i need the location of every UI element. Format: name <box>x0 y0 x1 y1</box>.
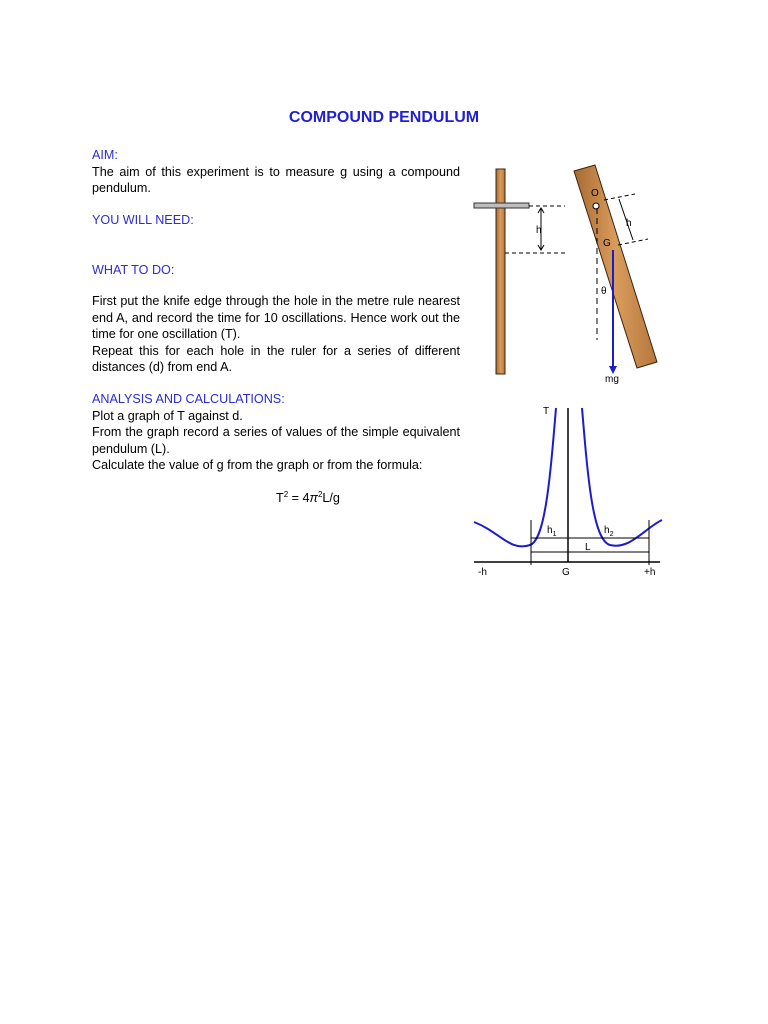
aim-text: The aim of this experiment is to measure g using a compound pendulum. <box>92 164 460 195</box>
period-graph <box>470 400 670 580</box>
analysis-line2: From the graph record a series of values of the simple equivalent pendulum (L). <box>92 425 460 456</box>
aim-heading: AIM: <box>92 148 118 162</box>
mg-label: mg <box>605 374 619 385</box>
pos-h-label: +h <box>644 567 656 578</box>
h2-subscript: 2 <box>609 531 614 538</box>
tilted-rule <box>574 165 657 368</box>
metre-rule <box>496 169 505 374</box>
formula-eq: = 4 <box>288 491 310 506</box>
h-label-1: h <box>536 225 542 236</box>
centre-label: G <box>603 238 611 249</box>
analysis-heading: ANALYSIS AND CALCULATIONS: <box>92 392 285 406</box>
period-formula <box>276 490 340 505</box>
knife-edge <box>474 203 529 208</box>
right-curve <box>582 408 662 546</box>
aim-section <box>92 147 460 197</box>
pendulum-diagram <box>470 160 670 390</box>
theta-label: θ <box>601 286 607 297</box>
todo-para2: Repeat this for each hole in the ruler for a series of different distances (d) from end A. <box>92 343 460 374</box>
formula-exp: 2 <box>283 490 289 499</box>
l-label: L <box>585 542 591 553</box>
neg-h-label: -h <box>478 567 487 578</box>
pivot-hole <box>593 203 599 209</box>
h1-letter: h <box>547 525 553 536</box>
need-section <box>92 212 460 229</box>
analysis-line3: Calculate the value of g from the graph or from the formula: <box>92 458 423 472</box>
formula-lhs: T <box>276 491 284 506</box>
formula-rhs: L/g <box>322 491 340 506</box>
page-title: COMPOUND PENDULUM <box>288 109 480 126</box>
analysis-section <box>92 391 460 474</box>
need-heading: YOU WILL NEED: <box>92 213 194 227</box>
left-curve <box>474 408 556 546</box>
analysis-line1: Plot a graph of T against d. <box>92 408 243 423</box>
h-label-2: h <box>626 218 632 229</box>
h2-label <box>604 525 614 538</box>
todo-heading: WHAT TO DO: <box>92 263 175 277</box>
todo-body <box>92 293 460 376</box>
h1-label <box>547 525 557 538</box>
pivot-label: O <box>591 188 599 199</box>
h1-subscript: 1 <box>552 531 557 538</box>
t-axis-label: T <box>543 406 550 417</box>
g-axis-label: G <box>562 567 570 578</box>
h2-letter: h <box>604 525 610 536</box>
todo-section <box>92 262 460 279</box>
formula-exp2: 2 <box>317 490 323 499</box>
todo-para1: First put the knife edge through the hole in the metre rule nearest end A, and record the time for 10 oscillations. Hence work out the time for one oscillation (T). <box>92 294 460 341</box>
weight-arrowhead <box>609 366 617 374</box>
formula-pi: π <box>309 491 318 506</box>
